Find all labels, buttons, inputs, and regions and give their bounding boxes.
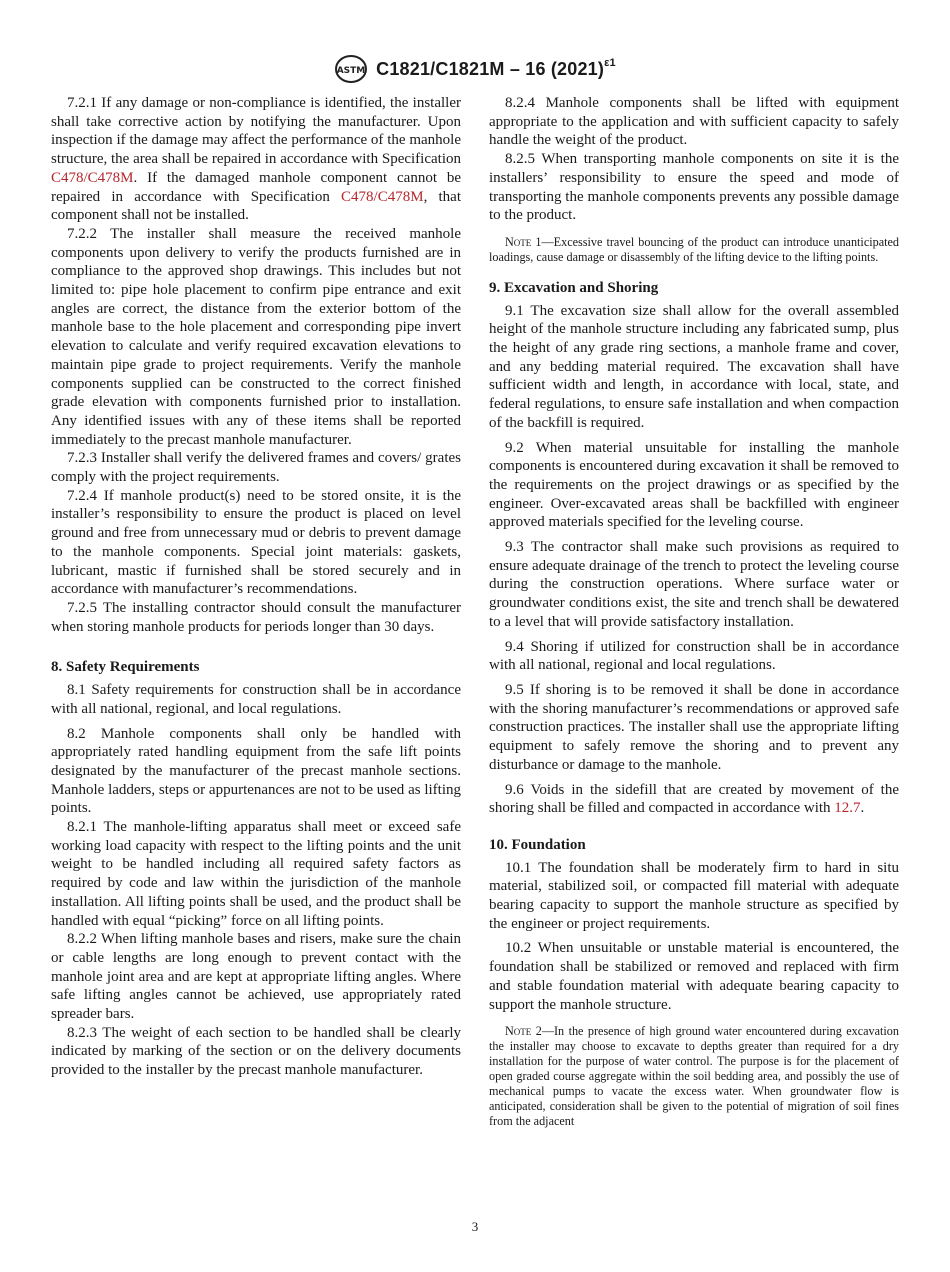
para-8-2-2: 8.2.2 When lifting manhole bases and risers, make sure the chain or cable lengths are long enough to prevent contact with the manhole joint area and are kept at appropriate lifting angles. Where safe lifting angles cannot be achieved, use appropriately rated spreader bars. [51, 931, 461, 1023]
edition-superscript: ε1 [604, 56, 616, 69]
page-header [0, 54, 950, 84]
standard-designation: C1821/C1821M – 16 $(2021)^{\varepsilon 1}$ [376, 56, 616, 79]
para-7-2-1: 7.2.1 If any damage or non-compliance is identified, the installer shall take corrective action by notifying the manufacturer. Upon inspection if the damage may affect the performance of the manhole structure, the area shall be repaired in accordance with Specification C478/C478M. If the damaged manhole component cannot be repaired in accordance with Specification C478/C478M, that component shall not be installed. [51, 95, 462, 224]
para-10-2: 10.2 When unsuitable or unstable material is encountered, the foundation shall be stabilized or removed and replaced with firm and stable foundation material with adequate bearing capacity to support the manhole structure. [489, 940, 899, 1013]
svg-text:ASTM: ASTM [336, 66, 366, 76]
link-c478-2[interactable]: C478/C478M [341, 188, 424, 205]
para-9-3: 9.3 The contractor shall make such provisions as required to ensure adequate drainage of the trench to protect the leveling course during the construction operations. Where surface water or groundwater conditions exist, the site and trench shall be dewatered to a level that will provide satisfactory installation. [489, 539, 899, 630]
para-8-2-5: 8.2.5 When transporting manhole components on site it is the installers’ responsibility to ensure the speed and mode of transporting the manhole components prevents any possible damage to the product. [489, 151, 899, 224]
para-9-5: 9.5 If shoring is to be removed it shall be done in accordance with the shoring manufacturer’s recommendations or approved safe construction practices. The installer shall use the appropriate lifting equipment to safely remove the shoring and to prevent any disturbance or damage to the manhole. [489, 681, 899, 773]
para-7-2-4: 7.2.4 If manhole product(s) need to be stored onsite, it is the installer’s responsibility to ensure the product is placed on level ground and free from unnecessary mud or debris to prevent damage to the manhole components. Special joint materials: gaskets, lubricant, mastic if furnished shall be stored securely and in accordance with manufacturer’s recommendations. [51, 487, 461, 598]
heading-section-10: 10. Foundation [489, 836, 586, 853]
para-9-6: 9.6 Voids in the sidefill that are created by movement of the shoring shall be filled and compacted in accordance with 12.7. [489, 781, 899, 817]
para-9-1: 9.1 The excavation size shall allow for the overall assembled height of the manhole structure including any fabricated sump, plus the height of any grade ring sections, a manhole frame and cover, and any bedding material required. The excavation shall have sufficient width and length, in accordance with local, state, and federal regulations, to ensure safe installation and when compaction of the backfill is required. [489, 302, 899, 431]
left-column [51, 94, 461, 1080]
astm-logo-icon [334, 54, 368, 84]
link-c478[interactable]: C478/C478M [51, 169, 134, 186]
right-column [489, 94, 899, 1129]
para-7-2-2: 7.2.2 The installer shall measure the received manhole components upon delivery to verify the products furnished are in compliance to the approved shop drawings. This includes but not limited to: pipe hole placement to confirm pipe entrance and exit angles are correct, the distance from the exterior bottom of the manhole base to the hole placement and corresponding pipe invert elevation to calculate and verify required excavation elevations to maintain pipe grade to project requirements. Verify the manhole components supplied can be constructed to the correct finished grade elevation with components furnished prior to installation. Any identified issues with any of these items shall be reported immediately to the precast manhole manufacturer. [51, 225, 461, 448]
para-9-2: 9.2 When material unsuitable for installing the manhole components is encountered during excavation it shall be removed to the requirements on the project drawings or as specified by the engineer. Over-excavated areas shall be backfilled with engineer approved materials specified for the leveling course. [489, 439, 899, 531]
heading-section-9: 9. Excavation and Shoring [489, 279, 659, 296]
para-8-1: 8.1 Safety requirements for construction shall be in accordance with all national, regional, and local regulations. [51, 682, 461, 717]
para-7-2-5: 7.2.5 The installing contractor should consult the manufacturer when storing manhole products for periods longer than 30 days. [51, 599, 461, 635]
heading-section-8: 8. Safety Requirements [51, 659, 200, 676]
note-1: Note 1—Excessive travel bouncing of the product can introduce unanticipated loadings, cause damage or disassembly of the lifting device to the lifting points. [489, 234, 900, 264]
note-2: Note 2—In the presence of high ground water encountered during excavation the installer may choose to excavate to depths greater than required for a dry installation for the purpose of water control. The purpose is for the placement of open graded course aggregate within the soil bedding area, and possibly the use of mechanical pumps to vacate the excess water. When groundwater flow is anticipated, consideration shall be given to the potential of migration of soil fines from the adjacent [489, 1024, 899, 1129]
page-number: 3 [471, 1219, 479, 1234]
para-8-2-1: 8.2.1 The manhole-lifting apparatus shall meet or exceed safe working load capacity with respect to the lifting points and the unit weight to be handled including all required safety factors as required by code and law within the jurisdiction of the manhole installation. All lifting points shall be used, and the product shall be handled with equal “picking” force on all lifting points. [51, 819, 461, 929]
para-8-2: 8.2 Manhole components shall only be handled with appropriately rated handling equipment from the safe lift points designated by the manufacturer of the precast manhole sections. Manhole ladders, steps or appurtenances are not to be used as lifting points. [51, 725, 461, 817]
para-8-2-3: 8.2.3 The weight of each section to be handled shall be clearly indicated by marking of the section or on the delivery documents provided to the installer by the precast manhole manufacturer. [51, 1024, 461, 1079]
para-10-1: 10.1 The foundation shall be moderately firm to hard in situ material, stabilized soil, or compacted fill material with adequate bearing capacity to support the manhole structure as specified by the engineer or project requirements. [489, 859, 899, 932]
link-12-7[interactable]: 12.7 [834, 800, 861, 817]
para-9-4: 9.4 Shoring if utilized for construction shall be in accordance with all national, regional and local regulations. [489, 638, 899, 674]
para-7-2-3: 7.2.3 Installer shall verify the delivered frames and covers/ grates comply with the project requirements. [51, 450, 461, 486]
para-8-2-4: 8.2.4 Manhole components shall be lifted with equipment appropriate to the application and with sufficient capacity to safely handle the weight of the product. [489, 95, 899, 149]
